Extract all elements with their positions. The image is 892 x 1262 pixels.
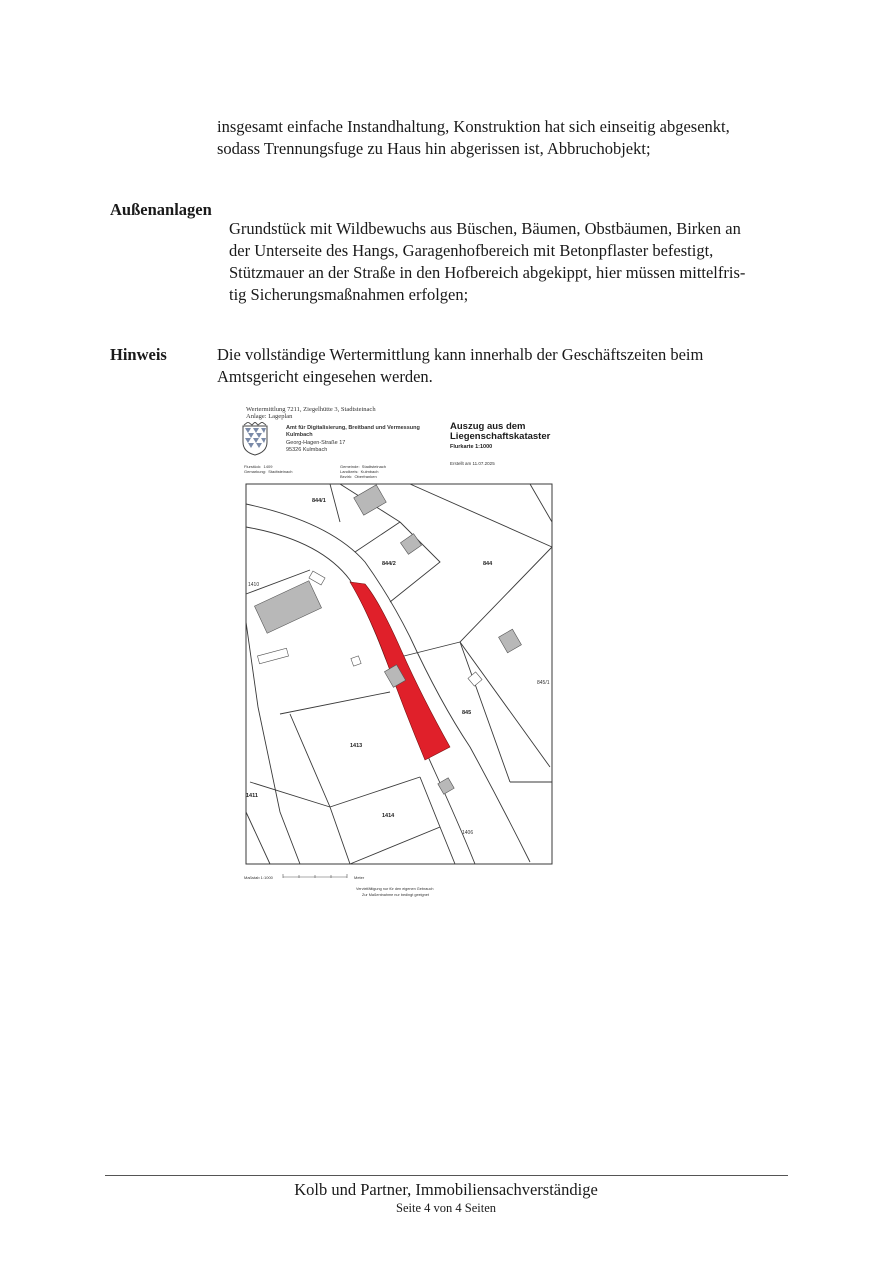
- map-title-line: Liegenschaftskataster: [450, 431, 551, 442]
- text-line: Amtsgericht eingesehen werden.: [217, 367, 433, 386]
- parcel-label: 1406: [462, 830, 474, 836]
- map-disclaimer: Zur Maßentnahme nur bedingt geeignet: [362, 893, 429, 897]
- footer-company: Kolb und Partner, Immobiliensachverständige: [294, 1180, 598, 1199]
- parcel-label: 844/2: [382, 561, 396, 567]
- map-created-date: Erstellt am 11.07.2025: [450, 461, 495, 466]
- parcel-label: 845: [462, 710, 472, 716]
- cadastral-map-figure: [240, 404, 572, 904]
- parcel-label: 845/1: [537, 680, 550, 686]
- text-line: Stützmauer an der Straße in den Hofbereich abgekippt, hier müssen mittelfris-: [229, 263, 746, 282]
- map-title: [450, 422, 550, 442]
- map-scale-unit: Meter: [354, 875, 365, 880]
- map-scale-label: Maßstab 1:1000: [244, 875, 273, 880]
- aussenanlagen-paragraph: [229, 218, 789, 306]
- office-postcode: 95326 Kulmbach: [286, 447, 328, 453]
- text-line: Grundstück mit Wildbewuchs aus Büschen, Bäumen, Obstbäumen, Birken an: [229, 219, 741, 238]
- text-line: Die vollständige Wertermittlung kann innerhalb der Geschäftszeiten beim: [217, 345, 704, 364]
- text-line: der Unterseite des Hangs, Garagenhofbereich mit Betonpflaster befestigt,: [229, 241, 714, 260]
- parcel-label: 844: [483, 561, 493, 567]
- office-name: Amt für Digitalisierung, Breitband und Vermessung: [286, 425, 420, 431]
- footer-page-number: Seite 4 von 4 Seiten: [396, 1201, 496, 1215]
- scale-bar-icon: [282, 873, 348, 879]
- section-heading-aussenanlagen: Außenanlagen: [110, 200, 212, 219]
- map-title-line: Auszug aus dem: [450, 421, 526, 432]
- text-line: tig Sicherungsmaßnahmen erfolgen;: [229, 285, 469, 304]
- map-meta-left: Flurstück: 1409 Gemarkung: Stadtsteinach: [244, 464, 293, 474]
- section-heading-hinweis: Hinweis: [110, 345, 167, 364]
- map-meta-right: Gemeinde: Stadtsteinach Landkreis: Kulmbach Bezirk: Oberfranken: [340, 464, 387, 479]
- map-disclaimer: Vervielfältigung nur für den eigenen Gebrauch: [356, 887, 434, 891]
- office-street: Georg-Hagen-Straße 17: [286, 440, 346, 446]
- parcel-label: 1413: [350, 743, 363, 749]
- parcel-label: 1414: [382, 813, 395, 819]
- map-scale-title: Flurkarte 1:1000: [450, 444, 493, 450]
- text-line: sodass Trennungsfuge zu Haus hin abgerissen ist, Abbruchobjekt;: [217, 139, 651, 158]
- parcel-label: 1410: [248, 582, 260, 588]
- footer-divider: [105, 1175, 788, 1176]
- text-line: insgesamt einfache Instandhaltung, Konstruktion hat sich einseitig abgesenkt,: [217, 117, 730, 136]
- hinweis-paragraph: [217, 344, 787, 388]
- office-city: Kulmbach: [286, 432, 313, 438]
- figure-caption: Wertermittlung 7211, Ziegelhütte 3, Stadtsteinach: [246, 406, 376, 413]
- parcel-label: 1411: [246, 793, 258, 799]
- intro-paragraph: [217, 116, 787, 160]
- parcel-label: 844/1: [312, 498, 326, 504]
- bavaria-crest-icon: [242, 422, 268, 456]
- figure-caption-annex: Anlage: Lageplan: [246, 413, 293, 420]
- cadastral-map: [240, 482, 562, 870]
